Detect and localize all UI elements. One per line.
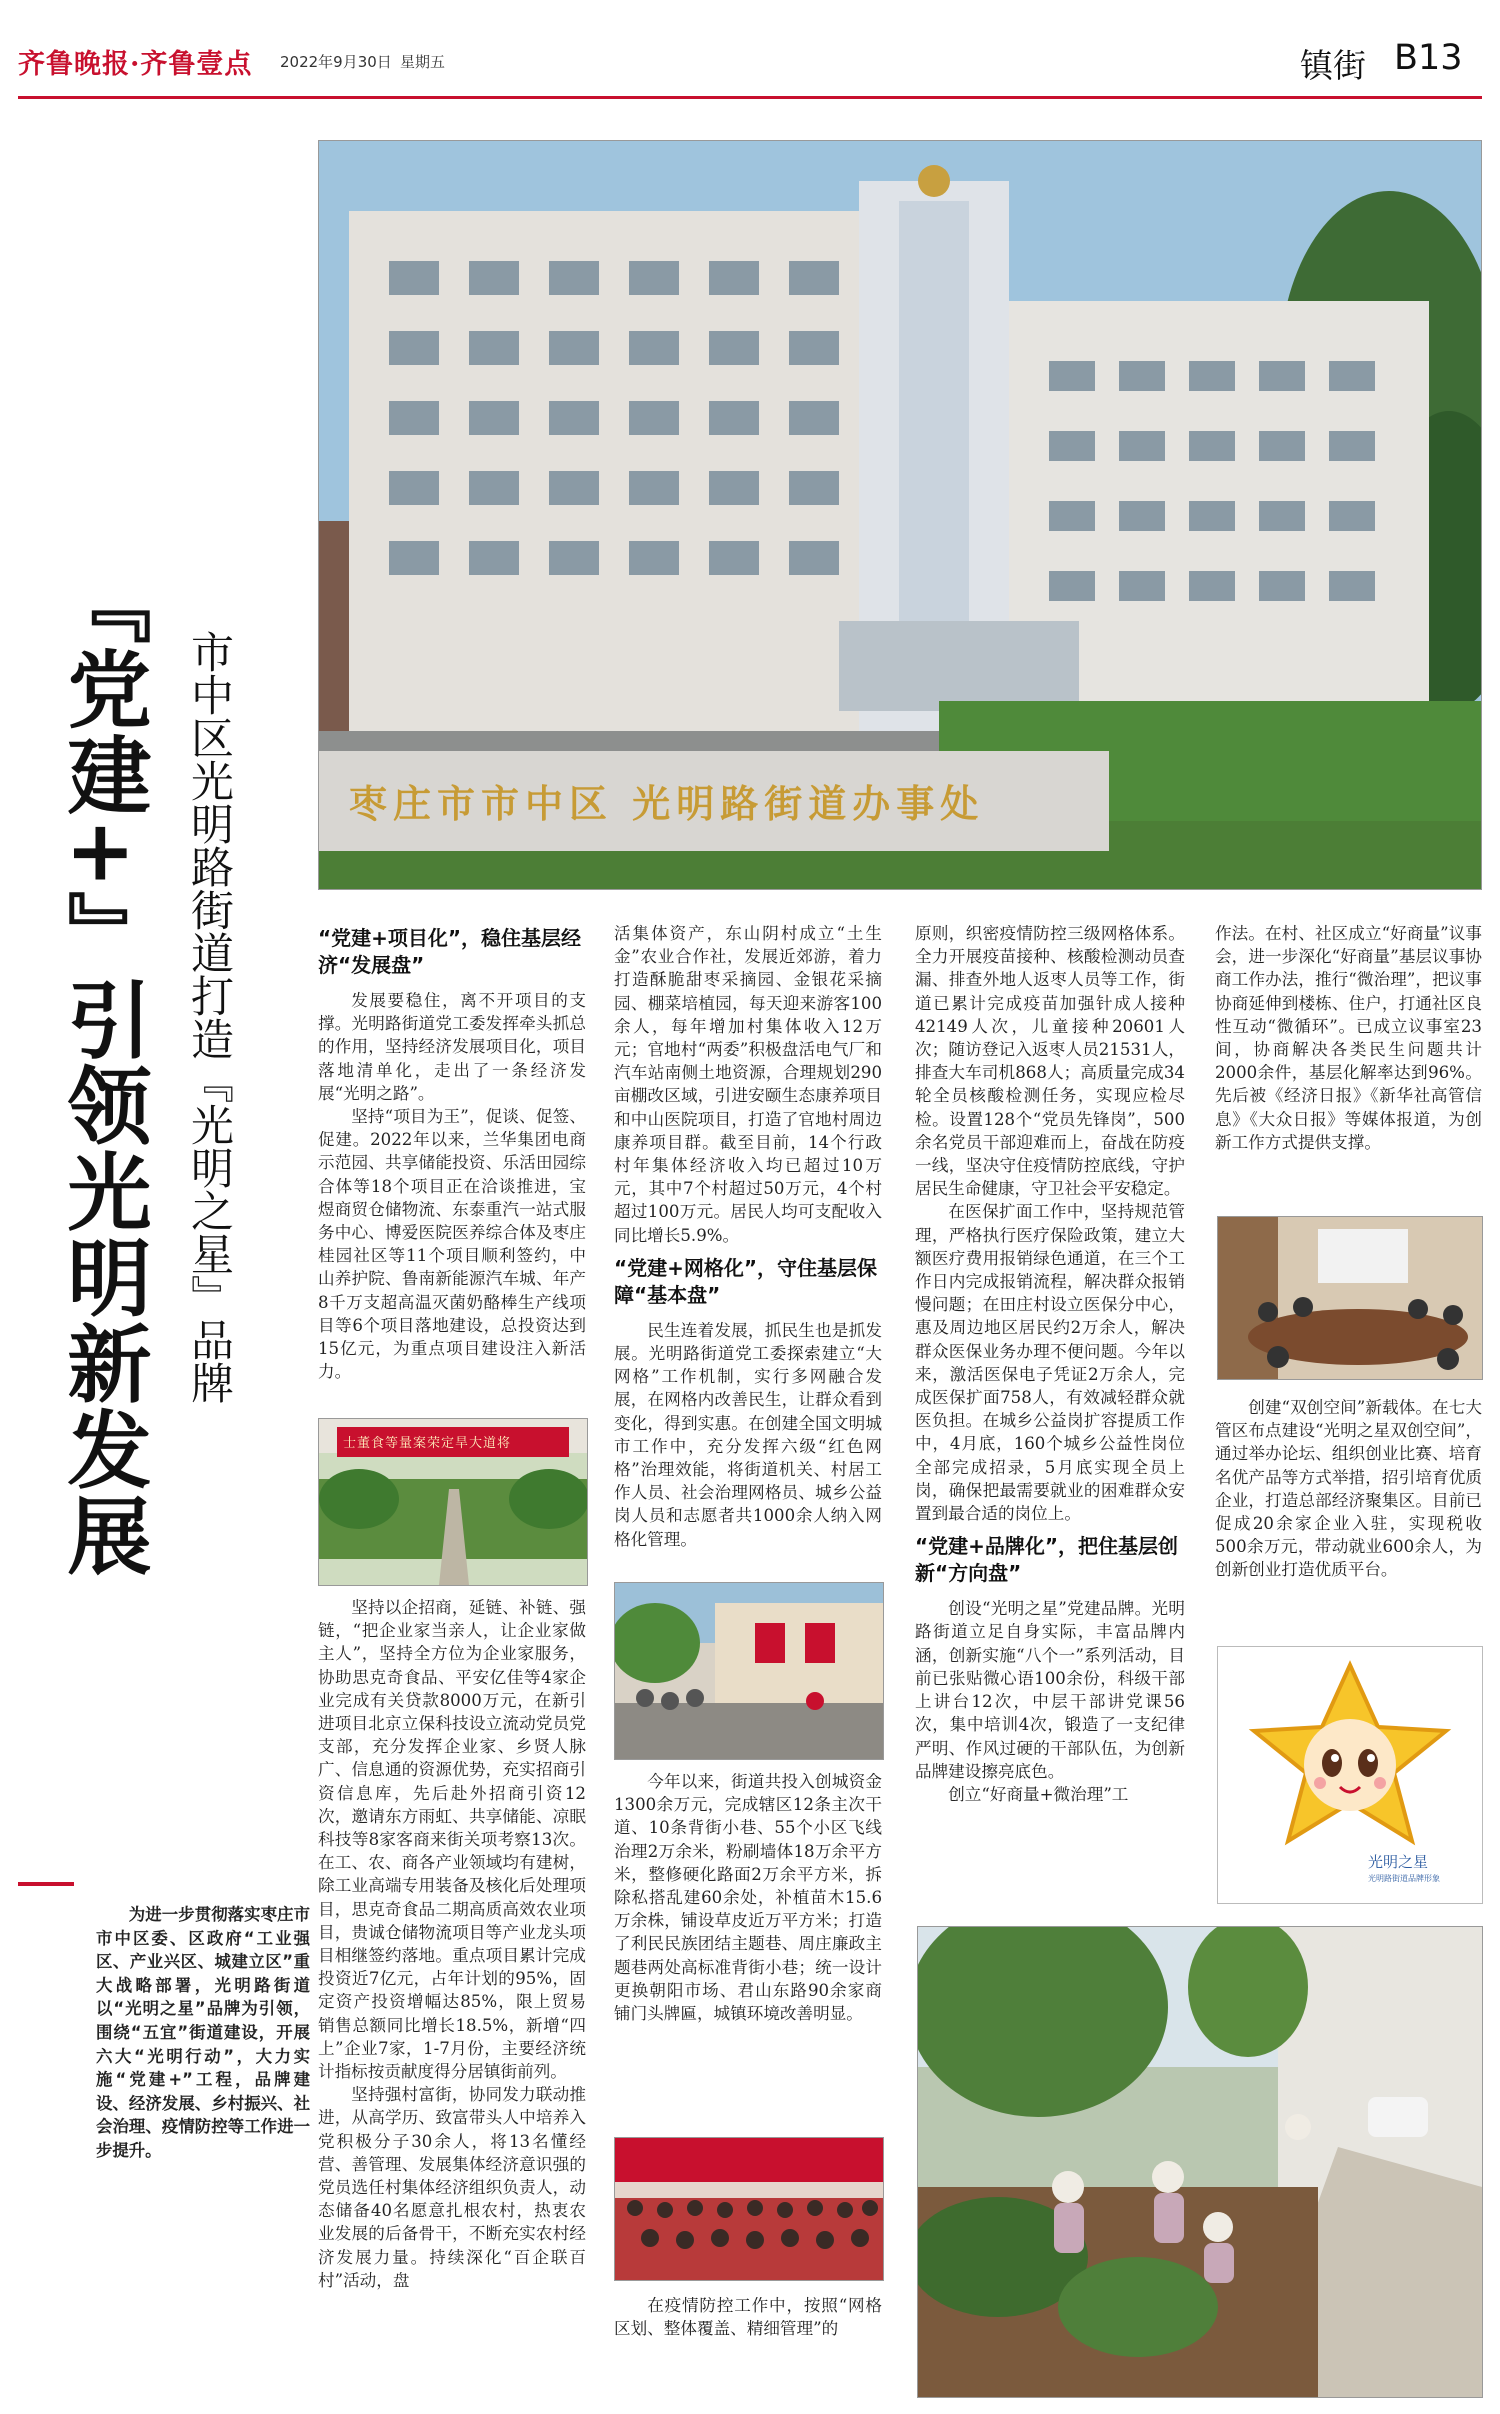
col3-paragraph-3: 创设“光明之星”党建品牌。光明路街道立足自身实际，丰富品牌内涵，创新实施“八个一”系列活动，目前已张贴微心语100余份，科级干部上讲台12次，中层干部讲党课56次，集中培训4次，锻造了一支纪律严明、作风过硬的干部队伍，为创新品牌建设擦亮底色。 xyxy=(915,1599,1185,1781)
col2-paragraph-2: 民生连着发展，抓民生也是抓发展。光明路街道党工委探索建立“大网格”工作机制，实行多网融合发展，在网格内改善民生，让群众看到变化，得到实惠。在创建全国文明城市工作中，充分发挥六级“红色网格”治理效能，将街道机关、村居工作人员、社会治理网格员、城乡公益岗人员和志愿者共1000余人纳入网格化管理。 xyxy=(614,1320,882,1549)
party-meeting-photo xyxy=(614,2137,884,2281)
government-building-photo xyxy=(318,140,1482,890)
main-title: 『党建+』引领光明新发展 xyxy=(54,560,152,1579)
col1-paragraph-3: 坚持以企招商，延链、补链、强链，“把企业家当亲人，让企业家做主人”，坚持全方位为企业家服务，协助思克奇食品、平安亿佳等4家企业完成有关贷款8000万元，在新引进项目北京立保科技设立流动党员党支部，充分发挥企业家、乡贤人脉广、信息通的资源优势，充实招商引资信息库，先后赴外招商引资12次，邀请东方雨虹、共享储能、凉眠科技等8家客商来街关项考察13次。在工、农、商各产业领域均有建树，除工业高端专用装备及核化后处理项目，思克奇食品二期高质高效农业项目，贵诚仓储物流项目等产业龙头项目相继签约落地。重点项目累计完成投资近7亿元，占年计划的95%，固定资产投资增幅达85%，限上贸易销售总额同比增长18.5%，新增“四上”企业7家，1-7月份，主要经济统计指标按贡献度得分居镇街前列。 xyxy=(318,1598,586,2082)
col4-paragraph-2: 创建“双创空间”新载体。在七大管区布点建设“光明之星双创空间”，通过举办论坛、组织创业比赛、培育名优产品等方式举措，招引培育优质企业，打造总部经济聚集区。目前已促成20余家企业入驻，实现税收500余万元，带动就业600余人，为创新创业打造优质平台。 xyxy=(1215,1398,1482,1580)
col2-paragraph-4: 在疫情防控工作中，按照“网格区划、整体覆盖、精细管理”的 xyxy=(614,2296,882,2339)
col3-paragraph-1: 原则，织密疫情防控三级网格体系。全力开展疫苗接种、核酸检测动员查漏、排查外地人返枣人员等工作，街道已累计完成疫苗加强针成人接种42149人次，儿童接种20601人次；随访登记入返枣人员21531人，排查大车司机868人；高质量完成34轮全员核酸检测任务，实现应检尽检。设置128个“党员先锋岗”，500余名党员干部迎难而上，奋战在防疫一线，坚决守住疫情防控底线，守护居民生命健康，守卫社会平安稳定。 xyxy=(915,924,1185,1199)
issue-weekday: 星期五 xyxy=(400,53,446,71)
mascot-image xyxy=(1217,1646,1483,1904)
section-heading-brand: “党建+品牌化”，把住基层创新“方向盘” xyxy=(915,1534,1179,1586)
mascot-star-icon xyxy=(1218,1647,1482,1903)
section-name: 镇街 xyxy=(1300,46,1366,85)
building-sign-text: 枣庄市市中区 光明路街道办事处 xyxy=(349,781,985,826)
column-2-middle xyxy=(614,1770,882,2025)
discussion-illustration xyxy=(1218,1217,1482,1379)
col3-paragraph-4: 创立“好商量+微治理”工 xyxy=(948,1784,1129,1804)
col1-paragraph-4: 坚持强村富街，协同发力联动推进，从高学历、致富带头人中培养入党积极分子30余人，将13名懂经营、善管理、发展集体经济意识强的党员选任村集体经济组织负责人，动态储备40名愿意扎根农村，热衷农业发展的后备骨干，不断充实农村经济发展力量。持续深化“百企联百村”活动，盘 xyxy=(318,2085,586,2290)
meeting-illustration xyxy=(615,2138,883,2280)
column-2-bottom xyxy=(614,2294,882,2340)
issue-date: 2022年9月30日 xyxy=(280,53,392,71)
column-1-top xyxy=(318,925,586,1383)
lead-accent-bar xyxy=(18,1882,74,1886)
col2-paragraph-1: 活集体资产，东山阴村成立“土生金”农业合作社，发展近郊游，着力打造酥脆甜枣采摘园、金银花采摘园、棚菜培植园，每天迎来游客100余人，每年增加村集体收入12万元；官地村“两委”积极盘活电气厂和汽车站南侧土地资源，合理规划290亩棚改区域，引进安颐生态康养项目和中山医院项目，打造了官地村周边康养项目群。截至目前，14个行政村年集体经济收入均已超过10万元，其中7个村超过50万元，4个村超过100万元。居民人均可支配收入同比增长5.9%。 xyxy=(614,924,882,1245)
page-number: B13 xyxy=(1394,38,1463,78)
newspaper-logo: 齐鲁晚报·齐鲁壹点 xyxy=(18,49,253,80)
column-1-bottom xyxy=(318,1596,586,2292)
column-4-middle xyxy=(1215,1396,1482,1582)
col4-paragraph-1: 作法。在村、社区成立“好商量”议事会，进一步深化“好商量”基层议事协商工作办法，推行“微治理”，把议事协商延伸到楼栋、住户，打通社区良性互动“微循环”。已成立议事室23间，协商解决各类民生问题共计2000余件，基层化解率达到96%。先后被《经济日报》《新华社高管信息》《大众日报》等媒体报道，为创新工作方式提供支撑。 xyxy=(1215,924,1482,1152)
masthead xyxy=(18,30,1482,92)
sub-title: 市中区光明路街道打造『光明之星』品牌 xyxy=(184,630,234,1404)
lead-box xyxy=(18,1903,310,2237)
column-4-top xyxy=(1215,922,1482,1154)
discussion-room-photo xyxy=(1217,1216,1483,1380)
garden-gate-photo xyxy=(318,1418,588,1586)
col2-paragraph-3: 今年以来，街道共投入创城资金1300余万元，完成辖区12条主次干道、10条背街小巷、55个小区飞线治理2万余米，粉刷墙体18万余平方米，整修硬化路面2万余平方米，拆除私搭乱建60余处，补植苗木15.6万余株，铺设草皮近万平方米；打造了利民民族团结主题巷、周庄廉政主题巷两处高标准背街小巷；统一设计更换朝阳市场、君山东路90余家商铺门头牌匾，城镇环境改善明显。 xyxy=(614,1772,882,2024)
gate-banner-text: 士董食等量案荣定旱大道将 xyxy=(343,1436,512,1451)
mascot-sublabel: 光明路街道品牌形象 xyxy=(1368,1874,1440,1883)
planting-illustration xyxy=(918,1927,1482,2397)
section-heading-grid: “党建+网格化”，守住基层保障“基本盘” xyxy=(614,1255,878,1307)
section-heading-project: “党建+项目化”，稳住基层经济“发展盘” xyxy=(318,926,582,977)
col1-paragraph-1: 发展要稳住，离不开项目的支撑。光明路街道党工委发挥牵头抓总的作用，坚持经济发展项目化，项目落地清单化，走出了一条经济发展“光明之路”。 xyxy=(318,991,586,1103)
mascot-label: 光明之星 xyxy=(1368,1853,1429,1871)
street-illustration xyxy=(615,1583,883,1759)
header-rule xyxy=(18,96,1482,99)
col3-paragraph-2: 在医保扩面工作中，坚持规范管理，严格执行医疗保险政策，建立大额医疗费用报销绿色通道，在三个工作日内完成报销流程，解决群众报销慢问题；在田庄村设立医保分中心，惠及周边地区居民约2万余人，解决群众医保业务办理不便问题。今年以来，激活医保电子凭证2万余人，完成医保扩面758人，有效减轻群众就医负担。在城乡公益岗扩容提质工作中，4月底，160个城乡公益性岗位全部完成招录，5月底实现全员上岗，确保把最需要就业的困难群众安置到最合适的岗位上。 xyxy=(915,1202,1185,1524)
column-3 xyxy=(915,922,1185,1806)
column-2-top xyxy=(614,922,882,1551)
volunteers-planting-photo xyxy=(917,1926,1483,2398)
lead-paragraph: 为进一步贯彻落实枣庄市市中区委、区政府“工业强区、产业兴区、城建立区”重大战略部署，光明路街道以“光明之星”品牌为引领，围绕“五宜”街道建设，开展六大“光明行动”，大力实施“党建+”工程，品牌建设、经济发展、乡村振兴、社会治理、疫情防控等工作进一步提升。 xyxy=(96,1905,310,2160)
community-street-photo xyxy=(614,1582,884,1760)
col1-paragraph-2: 坚持“项目为王”，促谈、促签、促建。2022年以来，兰华集团电商示范园、共享储能投资、乐活田园综合体等18个项目正在洽谈推进，宝煜商贸仓储物流、东泰重汽一站式服务中心、博爱医院医养综合体及枣庄桂园社区等11个项目顺利签约，中山养护院、鲁南新能源汽车城、年产8千万支超高温灭菌奶酪棒生产线项目等6个项目落地建设，总投资达到15亿元，为重点项目建设注入新活力。 xyxy=(318,1107,586,1382)
